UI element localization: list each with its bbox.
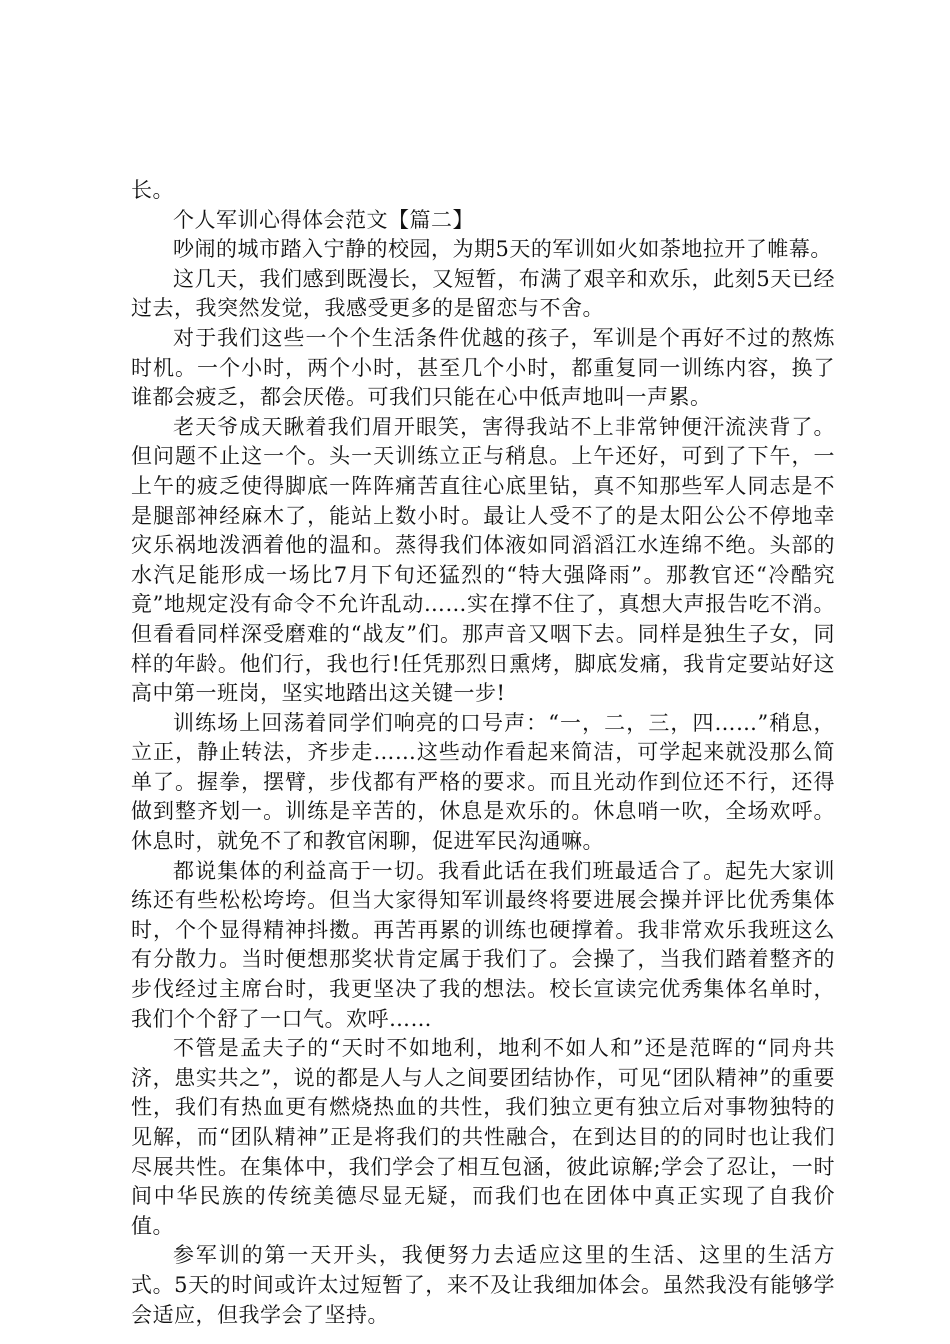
paragraph: 老天爷成天瞅着我们眉开眼笑，害得我站不上非常钟便汗流浃背了。但问题不止这一个。头一天训练立正与稍息。上午还好，可到了下午，一上午的疲乏使得脚底一阵阵痛苦直往心底里钻，真不知那些军人同志是不是腿部神经麻木了，能站上数小时。最让人受不了的是太阳公公不停地幸灾乐祸地泼洒着他的温和。蒸得我们体液如同滔滔江水连绵不绝。头部的水汽足能形成一场比7月下旬还猛烈的“特大强降雨”。那教官还“冷酷究竟”地规定没有命令不允许乱动……实在撑不住了，真想大声报告吃不消。但看看同样深受磨难的“战友”们。那声音又咽下去。同样是独生子女，同样的年龄。他们行，我也行!任凭那烈日熏烤，脚底发痛，我肯定要站好这高中第一班岗，坚实地踏出这关键一步! [131, 414, 835, 706]
paragraph: 参军训的第一天开头，我便努力去适应这里的生活、这里的生活方式。5天的时间或许太过短暂了，来不及让我细加体会。虽然我没有能够学会适应，但我学会了坚持。 [131, 1243, 835, 1327]
section-heading: 个人军训心得体会范文【篇二】 [173, 207, 474, 232]
paragraph: 不管是孟夫子的“天时不如地利，地利不如人和”还是范晖的“同舟共济，患实共之”，说的都是人与人之间要团结协作，可见“团队精神”的重要性，我们有热血更有燃烧热血的共性，我们独立更有独立后对事物独特的见解，而“团队精神”正是将我们的共性融合，在到达目的的同时也让我们尽展共性。在集体中，我们学会了相互包涵，彼此谅解;学会了忍让，一时间中华民族的传统美德尽显无疑，而我们也在团体中真正实现了自我价值。 [131, 1036, 835, 1238]
paragraph: 这几天，我们感到既漫长，又短暂，布满了艰辛和欢乐，此刻5天已经过去，我突然发觉，我感受更多的是留恋与不舍。 [131, 266, 835, 321]
paragraph: 对于我们这些一个个生活条件优越的孩子，军训是个再好不过的熬炼时机。一个小时，两个小时，甚至几个小时，都重复同一训练内容，换了谁都会疲乏，都会厌倦。可我们只能在心中低声地叫一声累。 [131, 325, 835, 410]
paragraph: 都说集体的利益高于一切。我看此话在我们班最适合了。起先大家训练还有些松松垮垮。但当大家得知军训最终将要进展会操并评比优秀集体时，个个显得精神抖擞。再苦再累的训练也硬撑着。我非常欢乐我班这么有分散力。当时便想那奖状肯定属于我们了。会操了，当我们踏着整齐的步伐经过主席台时，我更坚决了我的想法。校长宣读完优秀集体名单时，我们个个舒了一口气。欢呼…… [131, 858, 835, 1031]
paragraph-continuation: 长。 [131, 178, 174, 202]
paragraph: 吵闹的城市踏入宁静的校园，为期5天的军训如火如荼地拉开了帷幕。 [173, 237, 832, 262]
paragraph: 训练场上回荡着同学们响亮的口号声：“一，二，三，四……”稍息，立正，静止转法，齐步走……这些动作看起来简洁，可学起来就没那么简单了。握拳，摆臂，步伐都有严格的要求。而且光动作到位还不行，还得做到整齐划一。训练是辛苦的，休息是欢乐的。休息哨一吹，全场欢呼。休息时，就免不了和教官闲聊，促进军民沟通嘛。 [131, 710, 835, 854]
